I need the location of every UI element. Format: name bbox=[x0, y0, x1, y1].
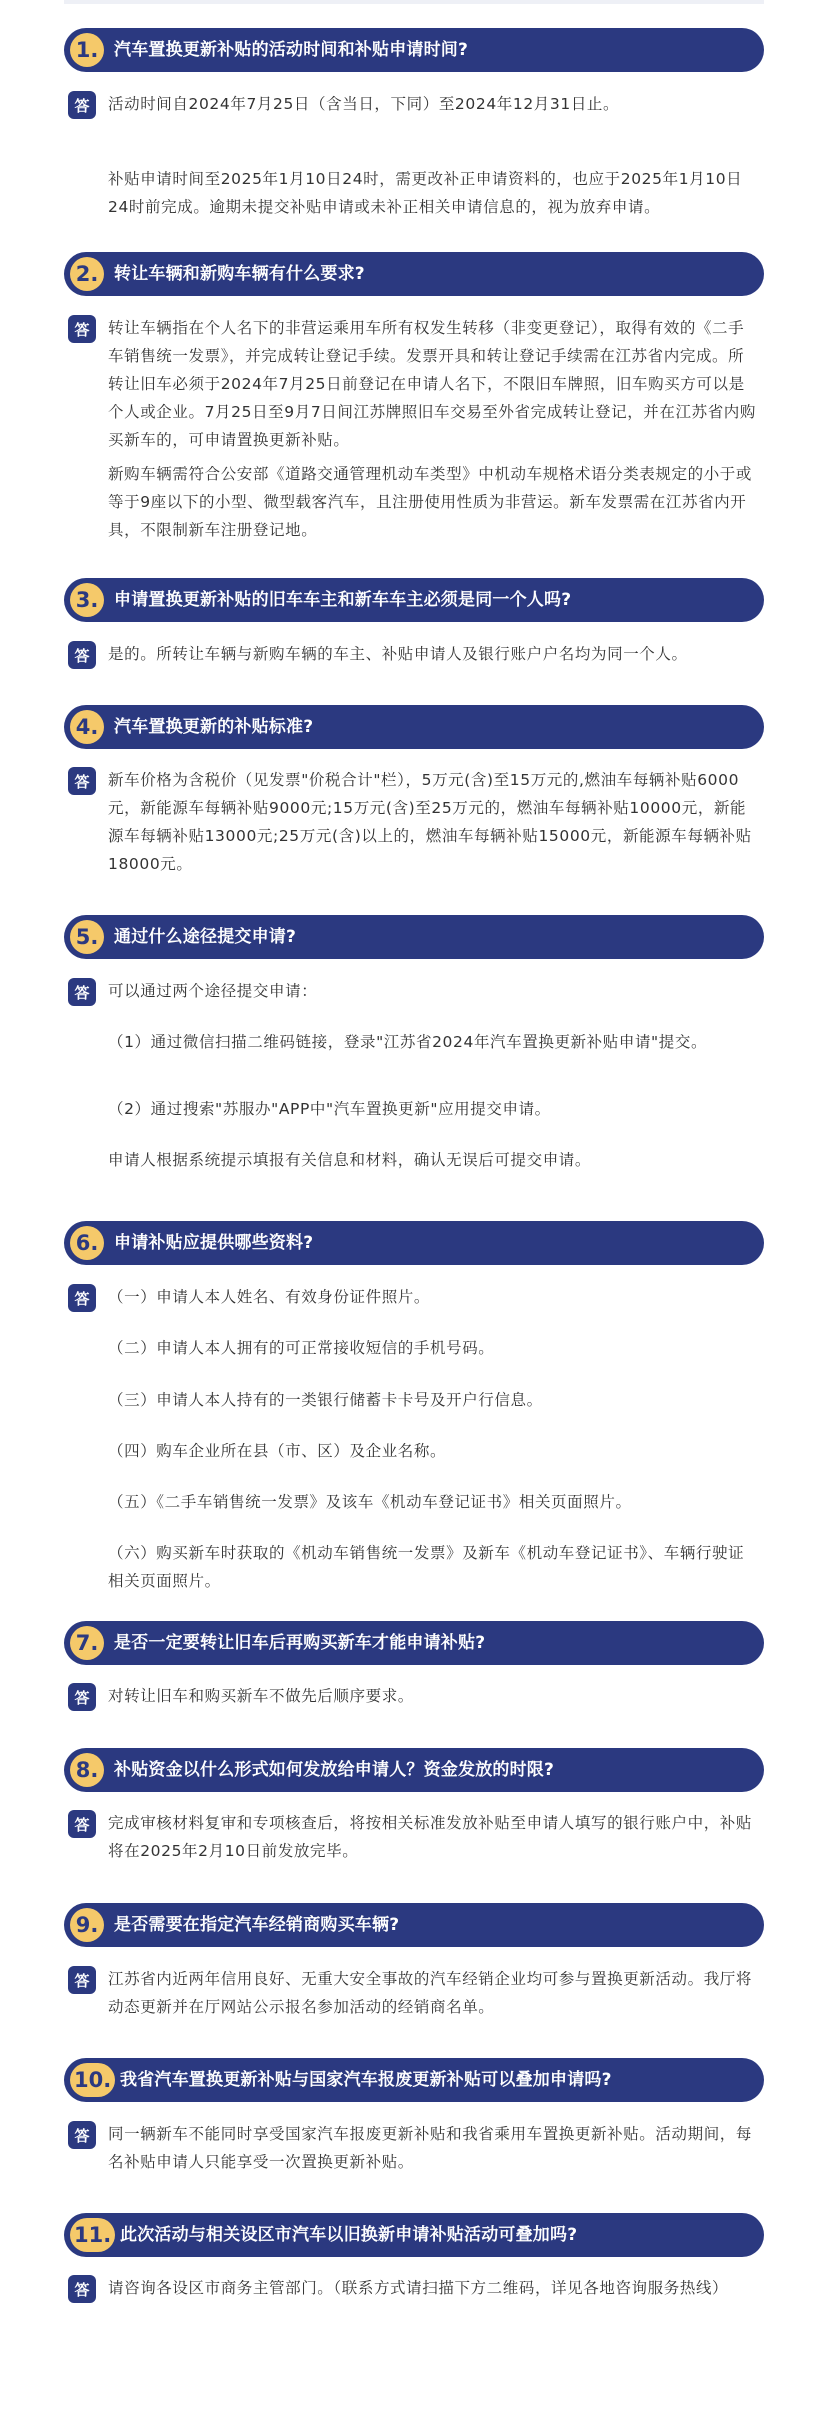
question-bar bbox=[64, 1748, 764, 1792]
faq-item bbox=[64, 705, 764, 873]
answer-badge: 答 bbox=[68, 1966, 96, 1994]
answer-badge: 答 bbox=[68, 1810, 96, 1838]
answer-badge: 答 bbox=[68, 91, 96, 119]
answer-badge: 答 bbox=[68, 1284, 96, 1312]
answer-paragraph: 可以通过两个途径提交申请： bbox=[108, 982, 318, 1000]
answer-badge: 答 bbox=[68, 315, 96, 343]
faq-item bbox=[64, 1903, 764, 2016]
question-number-badge: 6. bbox=[70, 1226, 104, 1260]
answer-badge: 答 bbox=[68, 2121, 96, 2149]
question-bar bbox=[64, 705, 764, 749]
faq-item bbox=[64, 2213, 764, 2299]
answer-badge: 答 bbox=[68, 978, 96, 1006]
answer-badge: 答 bbox=[68, 1683, 96, 1711]
answer-paragraph: 活动时间自2024年7月25日（含当日，下同）至2024年12月31日止。 bbox=[108, 95, 620, 113]
question-text: 补贴资金以什么形式如何发放给申请人？资金发放的时限? bbox=[114, 1760, 555, 1780]
question-text: 汽车置换更新补贴的活动时间和补贴申请时间? bbox=[114, 40, 469, 60]
answer-paragraph: （二）申请人本人拥有的可正常接收短信的手机号码。 bbox=[108, 1339, 495, 1357]
question-number-badge: 2. bbox=[70, 257, 104, 291]
question-bar bbox=[64, 2213, 764, 2257]
question-text: 申请置换更新补贴的旧车车主和新车车主必须是同一个人吗? bbox=[114, 590, 572, 610]
question-text: 是否需要在指定汽车经销商购买车辆? bbox=[114, 1915, 400, 1935]
top-divider bbox=[64, 0, 764, 4]
answer-paragraph: 江苏省内近两年信用良好、无重大安全事故的汽车经销企业均可参与置换更新活动。我厅将动态更新并在厅网站公示报名参加活动的经销商名单。 bbox=[108, 1970, 753, 2016]
faq-item bbox=[64, 578, 764, 665]
answer-paragraph: （五）《二手车销售统一发票》及该车《机动车登记证书》相关页面照片。 bbox=[108, 1493, 632, 1511]
faq-item bbox=[64, 915, 764, 1169]
answer-paragraph: 补贴申请时间至2025年1月10日24时，需更改补正申请资料的，也应于2025年1月10日24时前完成。逾期未提交补贴申请或未补正相关申请信息的，视为放弃申请。 bbox=[108, 170, 743, 216]
question-bar bbox=[64, 2058, 764, 2102]
question-bar bbox=[64, 578, 764, 622]
faq-item bbox=[64, 1621, 764, 1707]
answer-badge: 答 bbox=[68, 2275, 96, 2303]
answer-paragraph: 转让车辆指在个人名下的非营运乘用车所有权发生转移（非变更登记），取得有效的《二手车销售统一发票》，并完成转让登记手续。发票开具和转让登记手续需在江苏省内完成。所转让旧车必须于2024年7月25日前登记在申请人名下，不限旧车牌照，旧车购买方可以是个人或企业。7月25日至9月7日间江苏牌照旧车交易至外省完成转让登记，并在江苏省内购买新车的，可申请置换更新补贴。 bbox=[108, 319, 757, 449]
question-text: 我省汽车置换更新补贴与国家汽车报废更新补贴可以叠加申请吗? bbox=[120, 2070, 612, 2090]
question-number-badge: 10. bbox=[70, 2063, 115, 2097]
faq-item bbox=[64, 252, 764, 539]
question-bar bbox=[64, 915, 764, 959]
answer-paragraph: （三）申请人本人持有的一类银行储蓄卡卡号及开户行信息。 bbox=[108, 1391, 543, 1409]
question-bar bbox=[64, 1903, 764, 1947]
question-text: 是否一定要转让旧车后再购买新车才能申请补贴? bbox=[114, 1633, 486, 1653]
answer-paragraph: 完成审核材料复审和专项核查后，将按相关标准发放补贴至申请人填写的银行账户中，补贴将在2025年2月10日前发放完毕。 bbox=[108, 1814, 753, 1860]
answer-paragraph: （六）购买新车时获取的《机动车销售统一发票》及新车《机动车登记证书》、车辆行驶证相关页面照片。 bbox=[108, 1544, 745, 1590]
question-number-badge: 5. bbox=[70, 920, 104, 954]
answer-paragraph: 同一辆新车不能同时享受国家汽车报废更新补贴和我省乘用车置换更新补贴。活动期间，每名补贴申请人只能享受一次置换更新补贴。 bbox=[108, 2125, 753, 2171]
answer-paragraph: 申请人根据系统提示填报有关信息和材料，确认无误后可提交申请。 bbox=[108, 1151, 592, 1169]
faq-item bbox=[64, 1221, 764, 1590]
answer-badge: 答 bbox=[68, 767, 96, 795]
answer-paragraph: （1）通过微信扫描二维码链接，登录"江苏省2024年汽车置换更新补贴申请"提交。 bbox=[108, 1033, 708, 1051]
question-text: 申请补贴应提供哪些资料? bbox=[114, 1233, 314, 1253]
question-bar bbox=[64, 1221, 764, 1265]
question-bar bbox=[64, 252, 764, 296]
question-number-badge: 4. bbox=[70, 710, 104, 744]
answer-paragraph: （四）购车企业所在县（市、区）及企业名称。 bbox=[108, 1442, 447, 1460]
question-number-badge: 8. bbox=[70, 1753, 104, 1787]
answer-paragraph: 是的。所转让车辆与新购车辆的车主、补贴申请人及银行账户户名均为同一个人。 bbox=[108, 645, 688, 663]
answer-paragraph: 新购车辆需符合公安部《道路交通管理机动车类型》中机动车规格术语分类表规定的小于或等于9座以下的小型、微型载客汽车，且注册使用性质为非营运。新车发票需在江苏省内开具，不限制新车注册登记地。 bbox=[108, 465, 753, 539]
question-text: 通过什么途径提交申请? bbox=[114, 927, 297, 947]
question-text: 汽车置换更新的补贴标准? bbox=[114, 717, 314, 737]
answer-paragraph: （一）申请人本人姓名、有效身份证件照片。 bbox=[108, 1288, 431, 1306]
answer-paragraph: 请咨询各设区市商务主管部门。（联系方式请扫描下方二维码，详见各地咨询服务热线） bbox=[108, 2279, 729, 2297]
answer-paragraph: 对转让旧车和购买新车不做先后顺序要求。 bbox=[108, 1687, 414, 1705]
question-text: 转让车辆和新购车辆有什么要求? bbox=[114, 264, 365, 284]
answer-paragraph: 新车价格为含税价（见发票"价税合计"栏），5万元(含)至15万元的,燃油车每辆补贴6000元，新能源车每辆补贴9000元;15万元(含)至25万元的，燃油车每辆补贴10000元，新能源车每辆补贴13000元;25万元(含)以上的，燃油车每辆补贴15000元，新能源车每辆补贴18000元。 bbox=[108, 771, 752, 873]
question-number-badge: 3. bbox=[70, 583, 104, 617]
answer-badge: 答 bbox=[68, 641, 96, 669]
question-number-badge: 11. bbox=[70, 2218, 115, 2252]
faq-item bbox=[64, 28, 764, 216]
faq-item bbox=[64, 2058, 764, 2171]
answer-paragraph: （2）通过搜索"苏服办"APP中"汽车置换更新"应用提交申请。 bbox=[108, 1100, 551, 1118]
question-bar bbox=[64, 28, 764, 72]
question-number-badge: 1. bbox=[70, 33, 104, 67]
question-bar bbox=[64, 1621, 764, 1665]
question-number-badge: 9. bbox=[70, 1908, 104, 1942]
question-number-badge: 7. bbox=[70, 1626, 104, 1660]
faq-item bbox=[64, 1748, 764, 1860]
question-text: 此次活动与相关设区市汽车以旧换新申请补贴活动可叠加吗? bbox=[120, 2225, 578, 2245]
